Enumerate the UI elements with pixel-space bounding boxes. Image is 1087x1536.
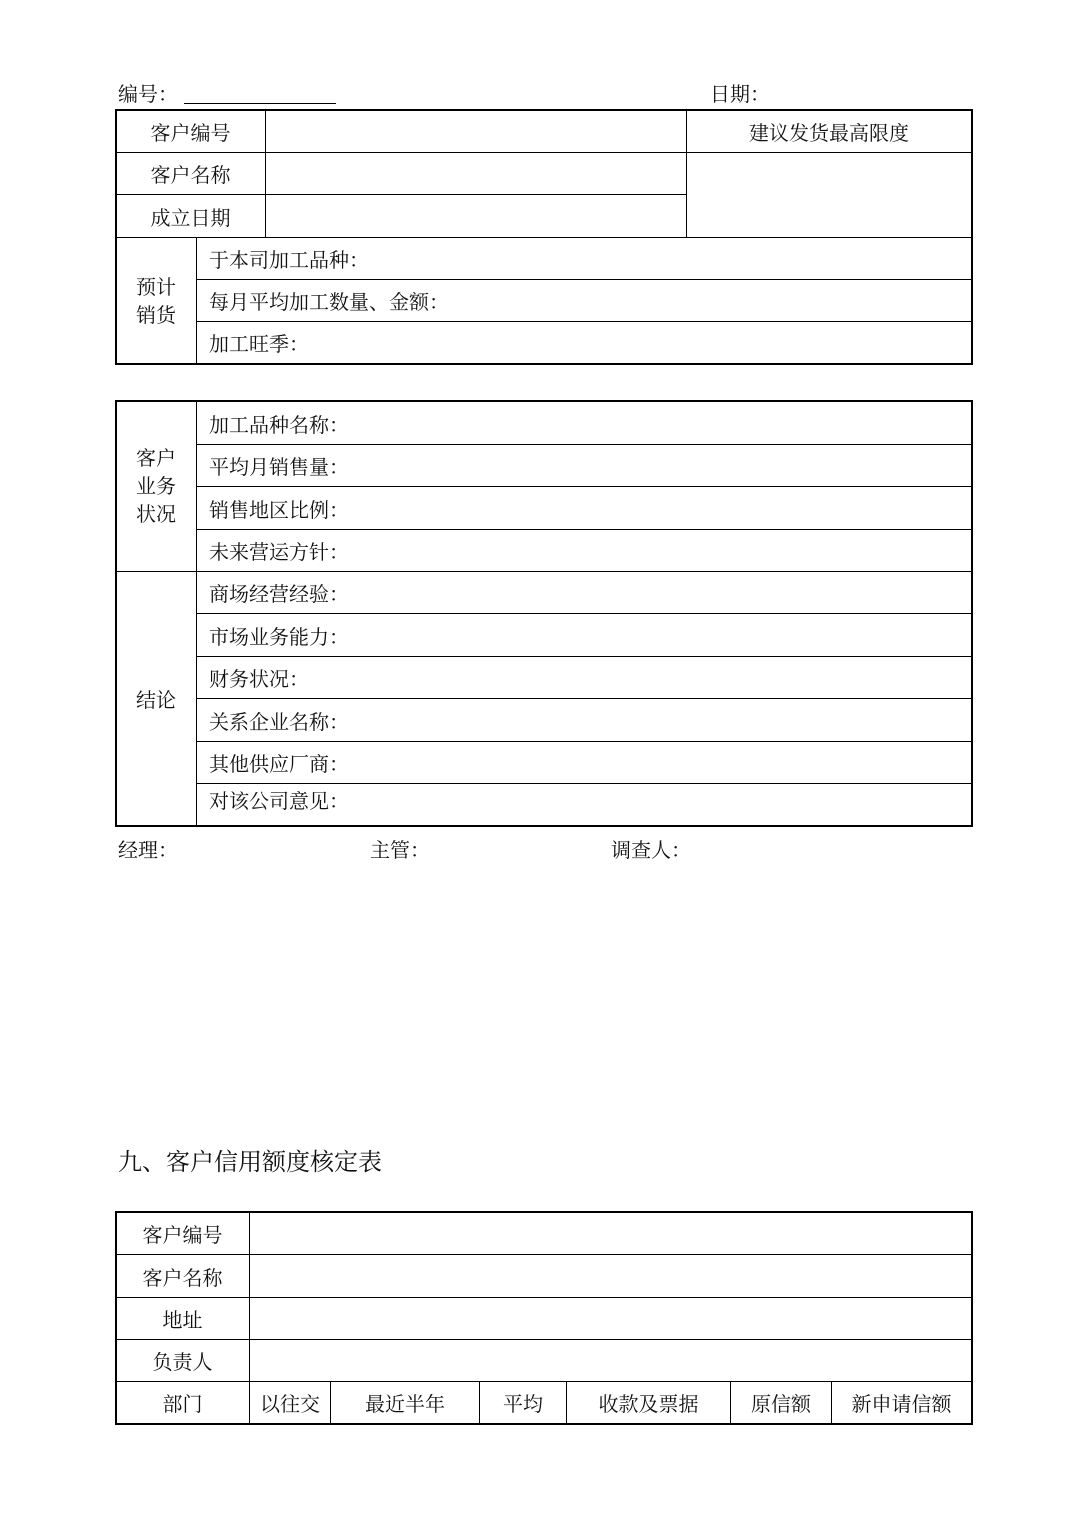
column-header: 以往交 — [260, 1392, 320, 1416]
business-item: 平均月销售量： — [209, 455, 349, 479]
conclusion-item: 关系企业名称： — [209, 709, 349, 734]
column-header: 平均 — [503, 1392, 543, 1416]
column-header: 原信额 — [751, 1392, 811, 1416]
forecast-item: 于本司加工品种： — [209, 248, 369, 272]
forecast-sales-label: 预计 销货 — [136, 274, 176, 327]
business-item: 未来营运方针： — [209, 540, 349, 564]
section-title: 九、客户信用额度核定表 — [118, 1147, 382, 1176]
supervisor-label: 主管： — [370, 837, 430, 862]
business-item: 加工品种名称： — [209, 412, 349, 437]
conclusion-item: 其他供应厂商： — [209, 752, 349, 776]
credit-row-label: 客户名称 — [142, 1265, 223, 1290]
column-header: 新申请信额 — [851, 1392, 952, 1416]
investigator-label: 调查人： — [611, 837, 691, 862]
forecast-item: 加工旺季： — [209, 332, 309, 356]
conclusion-label: 结论 — [136, 688, 176, 712]
established-date-label: 成立日期 — [150, 205, 231, 230]
customer-name-label: 客户名称 — [150, 163, 231, 187]
conclusion-item: 财务状况： — [209, 667, 309, 691]
business-status-label: 客户 业务 状况 — [136, 446, 176, 526]
customer-id-label: 客户编号 — [150, 120, 231, 145]
column-header: 部门 — [162, 1392, 203, 1416]
credit-row-label: 客户编号 — [142, 1222, 223, 1247]
business-item: 销售地区比例： — [209, 497, 349, 522]
max-shipment-label: 建议发货最高限度 — [749, 120, 909, 145]
conclusion-item: 市场业务能力： — [209, 624, 349, 649]
manager-label: 经理： — [118, 837, 178, 862]
column-header: 收款及票据 — [598, 1392, 699, 1416]
conclusion-item: 对该公司意见： — [209, 788, 349, 813]
number-underline — [184, 103, 336, 104]
date-label: 日期： — [710, 81, 770, 106]
column-header: 最近半年 — [365, 1392, 445, 1416]
conclusion-item: 商场经营经验： — [209, 582, 349, 606]
number-label: 编号： — [118, 81, 178, 106]
credit-row-label: 地址 — [162, 1308, 203, 1332]
credit-row-label: 负责人 — [152, 1350, 213, 1374]
forecast-item: 每月平均加工数量、金额： — [209, 290, 449, 314]
